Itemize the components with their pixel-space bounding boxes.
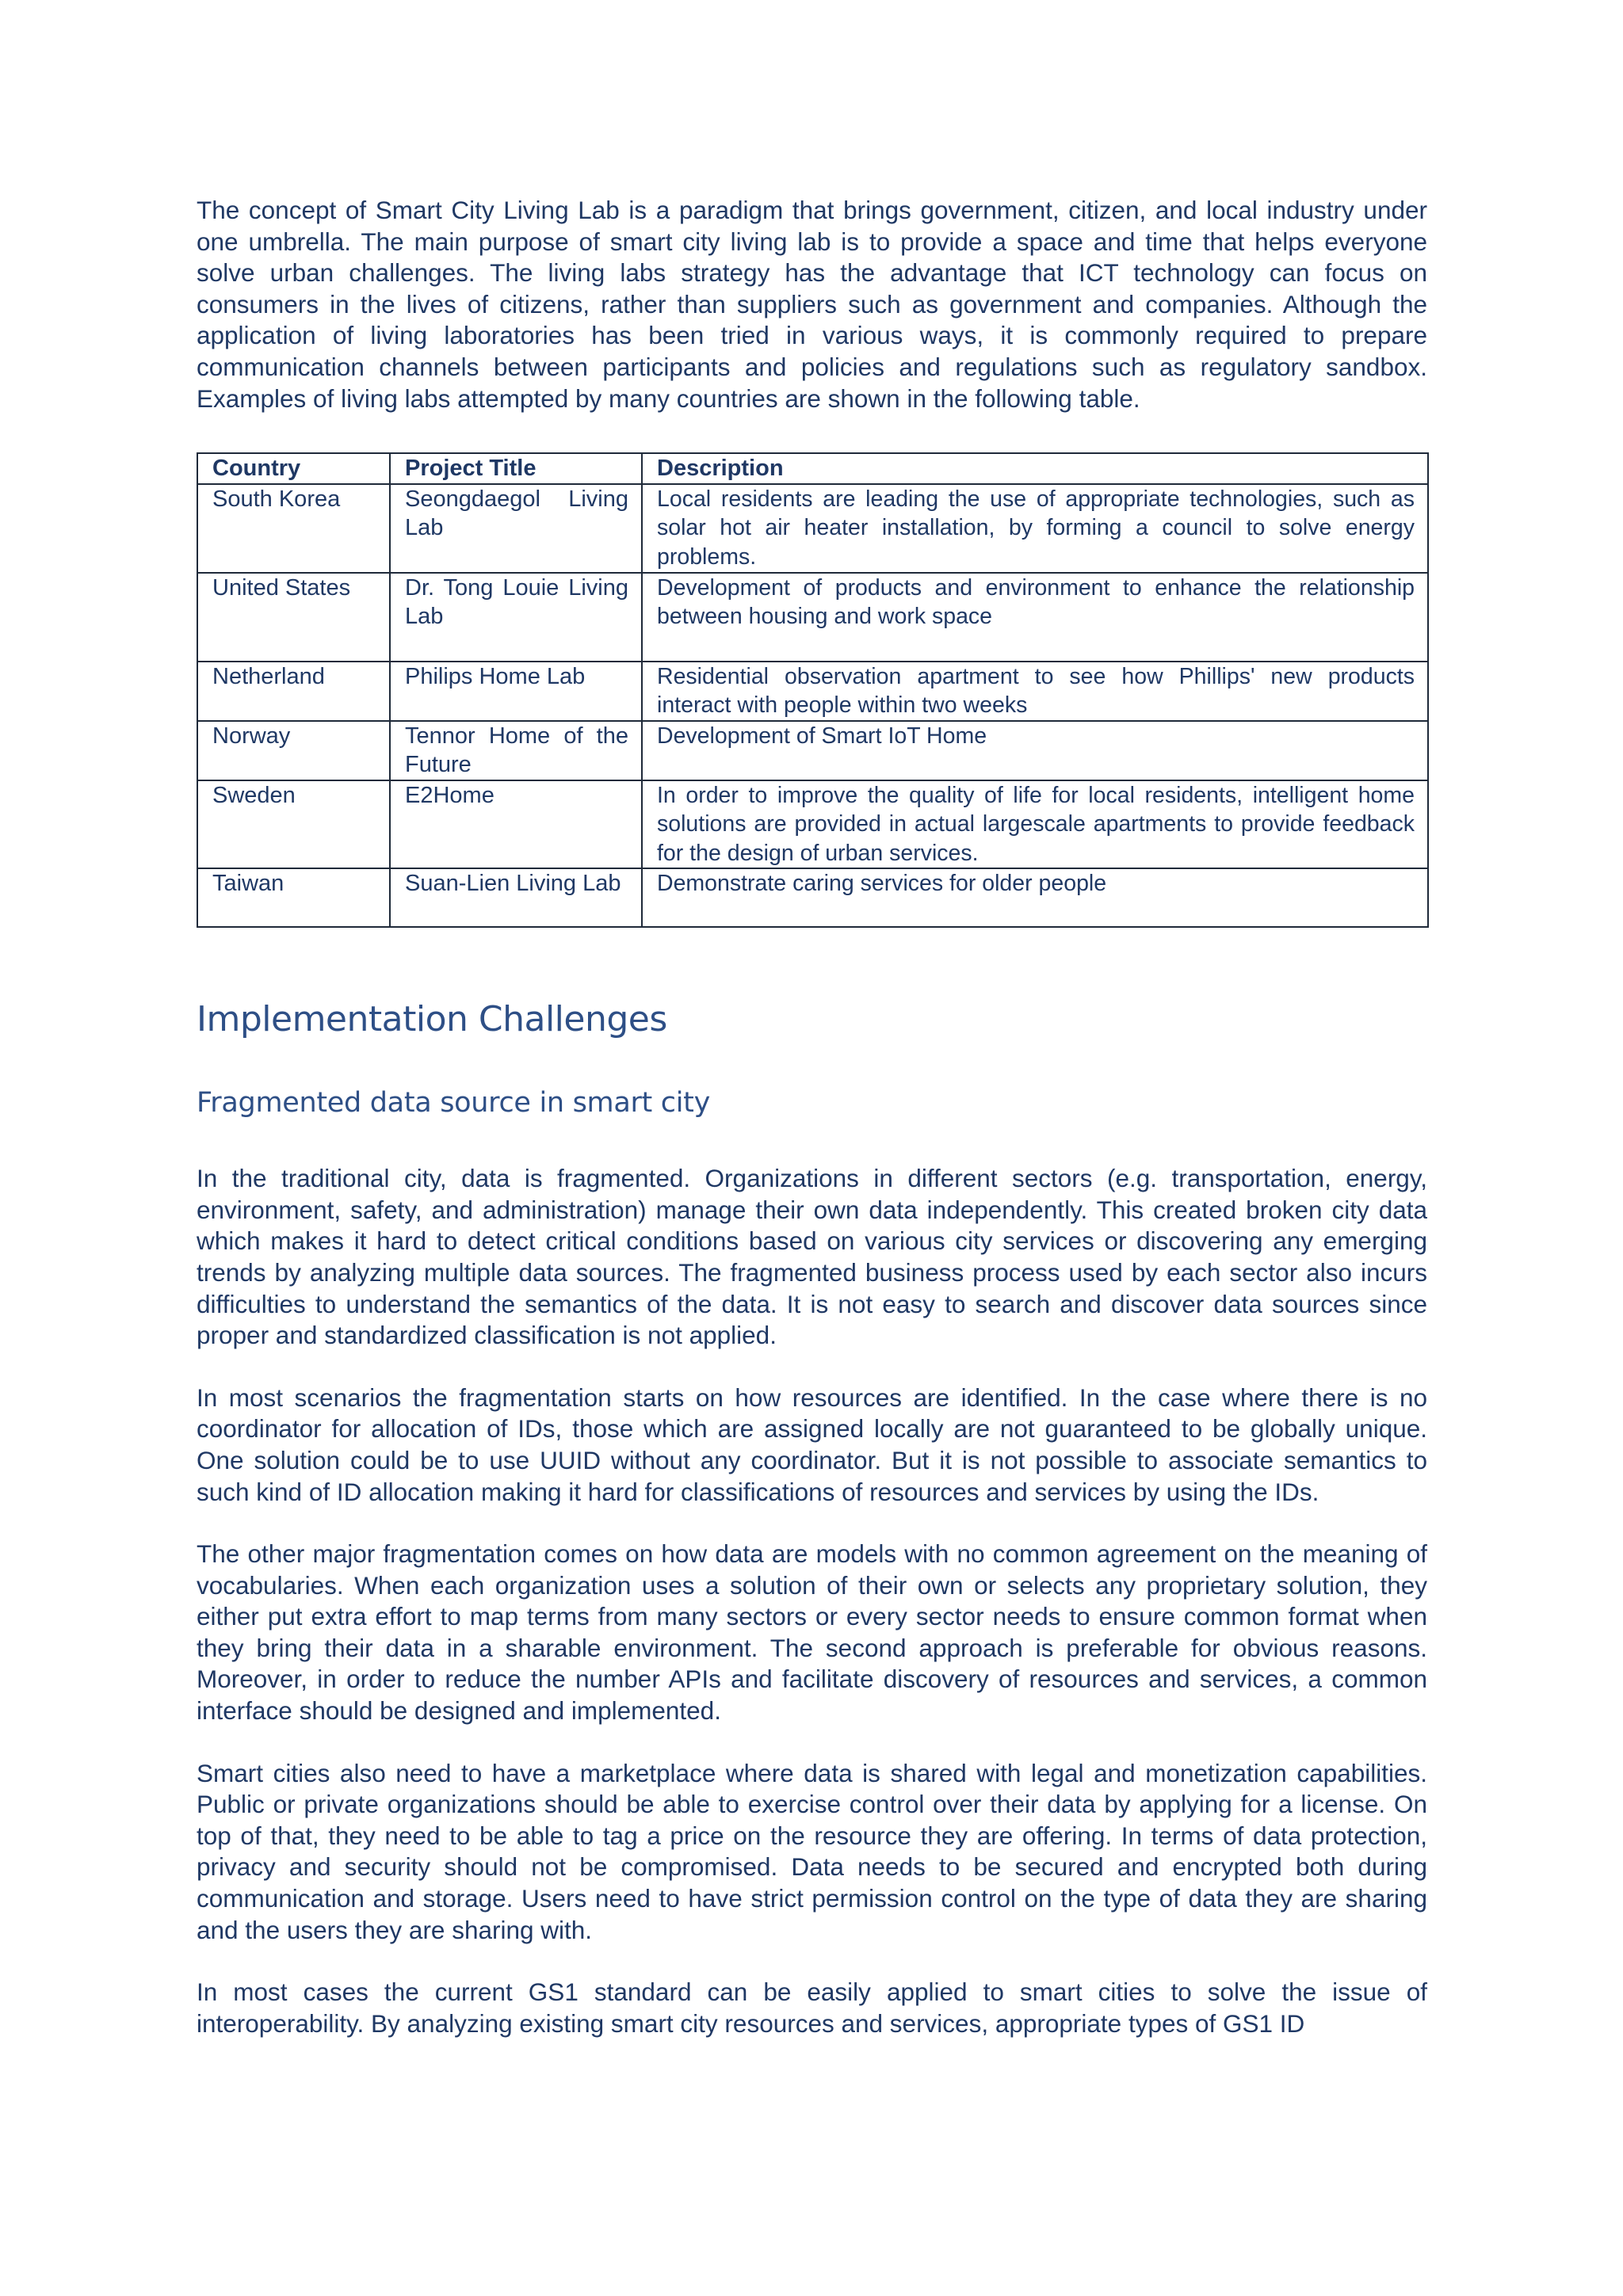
header-project-title: Project Title	[390, 453, 642, 484]
cell-description: Demonstrate caring services for older people	[642, 868, 1428, 927]
body-paragraph: In most scenarios the fragmentation starts on how resources are identified. In the case where there is no coordinator for allocation of IDs, those which are assigned locally are not guaranteed to be globally unique. One solution could be to use UUID without any coordinator. But it is not possible to associate semantics to such kind of ID allocation making it hard for classifications of resources and services by using the IDs.	[197, 1383, 1427, 1506]
body-paragraph: The other major fragmentation comes on how data are models with no common agreement on the meaning of vocabularies. When each organization uses a solution of their own or selects any proprietary solution, they either put extra effort to map terms from many sectors or every sector needs to ensure common format when they bring their data in a sharable environment. The second approach is preferable for obvious reasons. Moreover, in order to reduce the number APIs and facilitate discovery of resources and services, a common interface should be designed and implemented.	[197, 1539, 1427, 1726]
cell-project-title: Dr. Tong Louie Living Lab	[390, 573, 642, 662]
header-country: Country	[197, 453, 390, 484]
section-heading: Implementation Challenges	[197, 999, 667, 1040]
cell-country: Taiwan	[197, 868, 390, 927]
body-paragraph: In most cases the current GS1 standard can be easily applied to smart cities to solve the issue of interoperability. By analyzing existing smart city resources and services, appropriate types of GS1 ID	[197, 1978, 1427, 2038]
subsection-heading: Fragmented data source in smart city	[197, 1087, 711, 1119]
cell-project-title: Suan-Lien Living Lab	[390, 868, 642, 927]
cell-country: South Korea	[197, 484, 390, 573]
cell-country: Norway	[197, 721, 390, 780]
cell-description: Development of Smart IoT Home	[642, 721, 1428, 780]
cell-project-title: Philips Home Lab	[390, 662, 642, 721]
body-paragraph: Smart cities also need to have a marketplace where data is shared with legal and monetization capabilities. Public or private organizations should be able to exercise control over their data by applying for a license. On top of that, they need to be able to tag a price on the resource they are offering. In terms of data protection, privacy and security should not be compromised. Data needs to be secured and encrypted both during communication and storage. Users need to have strict permission control on the type of data they are sharing and the users they are sharing with.	[197, 1758, 1427, 1944]
table-row	[197, 780, 1428, 869]
cell-description: Development of products and environment to enhance the relationship between housing and work space	[642, 573, 1428, 662]
table-row	[197, 484, 1428, 573]
cell-project-title: Seongdaegol Living Lab	[390, 484, 642, 573]
table-header-row	[197, 453, 1428, 484]
cell-project-title: E2Home	[390, 780, 642, 869]
cell-description: Residential observation apartment to see how Phillips' new products interact with people within two weeks	[642, 662, 1428, 721]
document-page	[197, 195, 1427, 2039]
cell-description: In order to improve the quality of life for local residents, intelligent home solutions are provided in actual largescale apartments to provide feedback for the design of urban services.	[642, 780, 1428, 869]
table-row	[197, 721, 1428, 780]
cell-country: Sweden	[197, 780, 390, 869]
living-labs-table	[197, 452, 1429, 928]
cell-description: Local residents are leading the use of appropriate technologies, such as solar hot air heater installation, by forming a council to solve energy problems.	[642, 484, 1428, 573]
body-paragraph: In the traditional city, data is fragmented. Organizations in different sectors (e.g. transportation, energy, environment, safety, and administration) manage their own data independently. This created broken city data which makes it hard to detect critical conditions based on various city services or discovering any emerging trends by analyzing multiple data sources. The fragmented business process used by each sector also incurs difficulties to understand the semantics of the data. It is not easy to search and discover data sources since proper and standardized classification is not applied.	[197, 1164, 1427, 1350]
table-row	[197, 662, 1428, 721]
table-row	[197, 868, 1428, 927]
header-description: Description	[642, 453, 1428, 484]
cell-country: Netherland	[197, 662, 390, 721]
cell-project-title: Tennor Home of the Future	[390, 721, 642, 780]
cell-country: United States	[197, 573, 390, 662]
intro-paragraph: The concept of Smart City Living Lab is a paradigm that brings government, citizen, and local industry under one umbrella. The main purpose of smart city living lab is to provide a space and time that helps everyone solve urban challenges. The living labs strategy has the advantage that ICT technology can focus on consumers in the lives of citizens, rather than suppliers such as government and companies. Although the application of living laboratories has been tried in various ways, it is commonly required to prepare communication channels between participants and policies and regulations such as regulatory sandbox. Examples of living labs attempted by many countries are shown in the following table.	[197, 196, 1427, 413]
table-row	[197, 573, 1428, 662]
